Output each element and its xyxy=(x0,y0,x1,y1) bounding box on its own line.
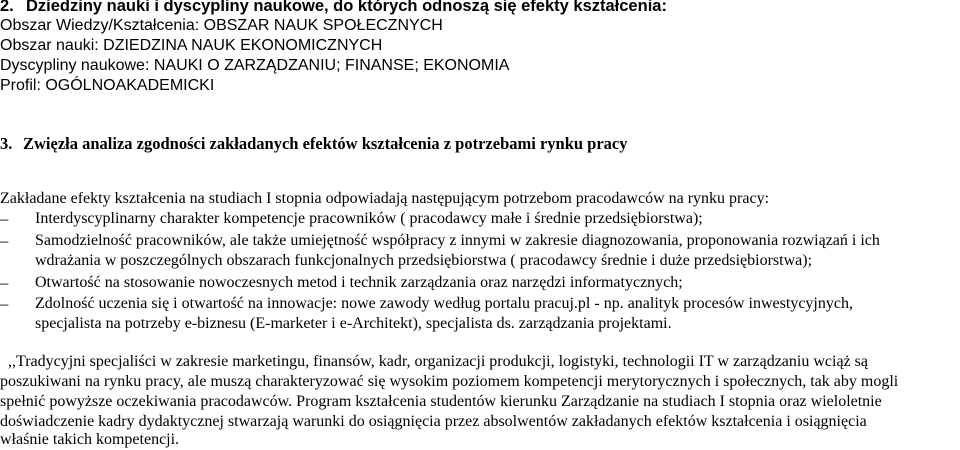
dash-bullet: – xyxy=(0,294,9,313)
section-2-heading xyxy=(0,0,667,16)
paragraph-line: ,,Tradycyjni specjaliści w zakresie marketingu, finansów, kadr, organizacji produkcji, logistyki, technologii IT w zarządzaniu wciąż są xyxy=(8,353,868,370)
section-3-number: 3. xyxy=(0,134,13,153)
section-2-line-3: Dyscypliny naukowe: NAUKI O ZARZĄDZANIU; FINANSE; EKONOMIA xyxy=(0,57,510,74)
list-item-text-continued: specjalista na potrzeby e-biznesu (E-marketer i e-Architekt), specjalista ds. zarządzania projektami. xyxy=(35,315,672,332)
section-3-heading xyxy=(0,134,628,154)
section-2-title: Dziedziny nauki i dyscypliny naukowe, do których odnoszą się efekty kształcenia: xyxy=(26,0,667,15)
section-3-intro: Zakładane efekty kształcenia na studiach I stopnia odpowiadają następującym potrzebom pracodawców na rynku pracy: xyxy=(0,190,770,207)
section-3-title: Zwięzła analiza zgodności zakładanych efektów kształcenia z potrzebami rynku pracy xyxy=(23,134,628,153)
list-item-text: Zdolność uczenia się i otwartość na innowacje: nowe zawody według portalu pracuj.pl - np. analityk procesów inwestycyjnych, xyxy=(35,295,853,312)
dash-bullet: – xyxy=(0,209,9,228)
paragraph-line: poszukiwani na rynku pracy, ale muszą charakteryzować się wysokim poziomem kompetencji merytorycznych i społecznych, tak aby mogli xyxy=(0,373,899,390)
paragraph-line: spełnić powyższe oczekiwania pracodawców. Program kształcenia studentów kierunku Zarządzanie na studiach I stopnia oraz wieloletnie xyxy=(0,393,882,410)
dash-bullet: – xyxy=(0,273,9,292)
section-2-line-4: Profil: OGÓLNOAKADEMICKI xyxy=(0,77,215,94)
list-item-text: Samodzielność pracowników, ale także umiejętność współpracy z innymi w zakresie diagnozowania, proponowania rozwiązań i ich xyxy=(35,232,880,249)
list-item-text: Interdyscyplinarny charakter kompetencje pracowników ( pracodawcy małe i średnie przedsiębiorstwa); xyxy=(35,210,703,227)
section-2-line-2: Obszar nauki: DZIEDZINA NAUK EKONOMICZNYCH xyxy=(0,37,383,54)
section-2-line-1: Obszar Wiedzy/Kształcenia: OBSZAR NAUK SPOŁECZNYCH xyxy=(0,17,443,34)
paragraph-line: doświadczenie kadry dydaktycznej stwarzają warunki do osiągnięcia przez absolwentów zakładanych efektów kształcenia i osiągnięcia xyxy=(0,413,867,430)
list-item-text-continued: wdrażania w poszczególnych obszarach funkcjonalnych przedsiębiorstwa ( pracodawcy średnie i duże przedsiębiorstwa); xyxy=(35,252,813,269)
list-item-text: Otwartość na stosowanie nowoczesnych metod i technik zarządzania oraz narzędzi informatycznych; xyxy=(35,274,683,291)
section-2-number: 2. xyxy=(0,0,14,15)
paragraph-line: właśnie takich kompetencji. xyxy=(0,431,180,448)
dash-bullet: – xyxy=(0,231,9,250)
